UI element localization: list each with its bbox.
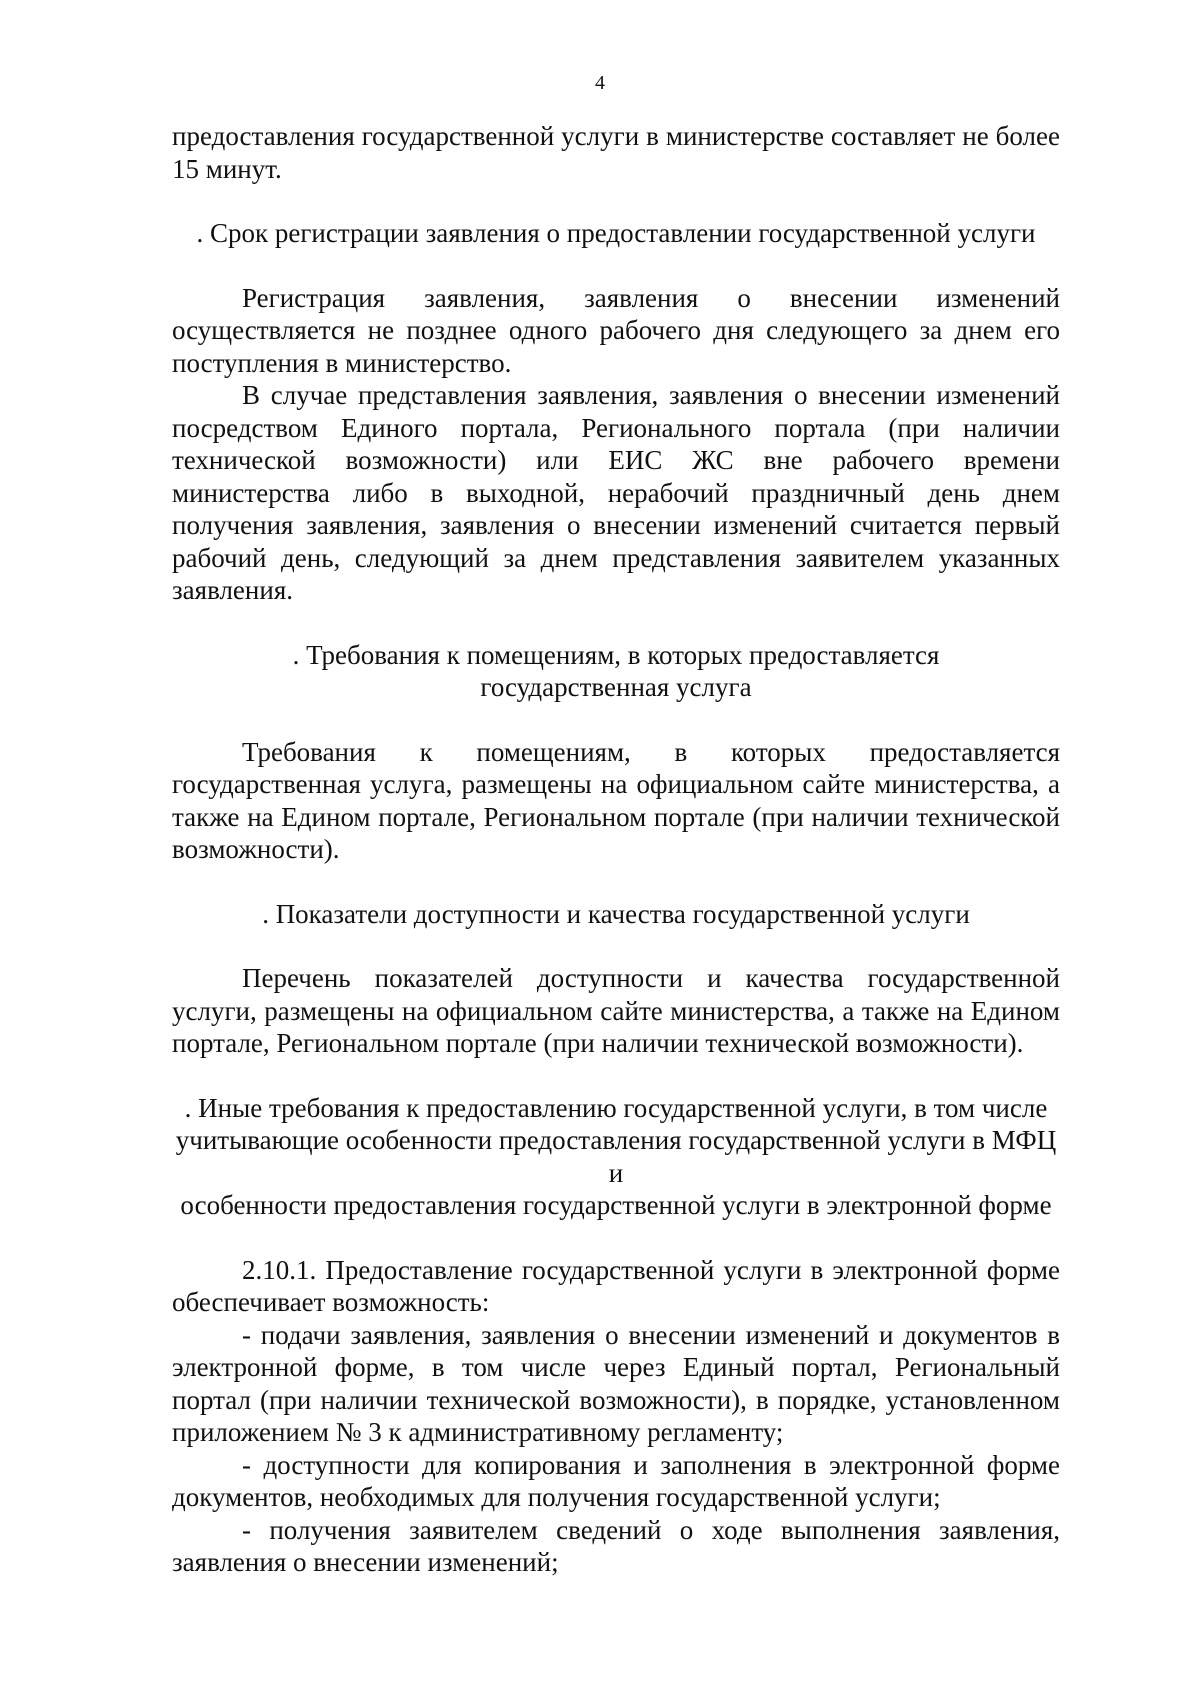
section-heading: особенности предоставления государственной услуги в электронной форме bbox=[180, 1190, 1052, 1220]
paragraph: 2.10.1. Предоставление государственной услуги в электронной форме обеспечивает возможность: bbox=[172, 1254, 1060, 1317]
list-item: - доступности для копирования и заполнения в электронной форме документов, необходимых для получения государственной услуги; bbox=[172, 1449, 1060, 1512]
list-item: - подачи заявления, заявления о внесении изменений и документов в электронной форме, в том числе через Единый портал, Региональный портал (при наличии технической возможности), в порядке, установленном приложением № 3 к административному регламенту; bbox=[172, 1319, 1060, 1447]
section-heading: учитывающие особенности предоставления государственной услуги в МФЦ и bbox=[175, 1125, 1057, 1188]
section-heading: . Срок регистрации заявления о предоставлении государственной услуги bbox=[196, 218, 1036, 248]
paragraph: предоставления государственной услуги в министерстве составляет не более 15 минут. bbox=[172, 121, 1060, 184]
paragraph: Регистрация заявления, заявления о внесении изменений осуществляется не позднее одного рабочего дня следующего за днем его поступления в министерство. bbox=[172, 282, 1060, 378]
document-body bbox=[172, 120, 1060, 1579]
paragraph: В случае представления заявления, заявления о внесении изменений посредством Единого портала, Регионального портала (при наличии технической возможности) или ЕИС ЖС вне рабочего времени министерства либо в выходной, нерабочий праздничный день днем получения заявления, заявления о внесении изменений считается первый рабочий день, следующий за днем представления заявителем указанных заявления. bbox=[172, 380, 1060, 605]
list-item: - получения заявителем сведений о ходе выполнения заявления, заявления о внесении изменений; bbox=[172, 1514, 1060, 1577]
page-number: 4 bbox=[595, 72, 605, 94]
section-heading: . Требования к помещениям, в которых предоставляется bbox=[292, 639, 940, 670]
paragraph: Требования к помещениям, в которых предоставляется государственная услуга, размещены на официальном сайте министерства, а также на Едином портале, Региональном портале (при наличии технической возможности). bbox=[172, 736, 1060, 864]
paragraph: Перечень показателей доступности и качества государственной услуги, размещены на официальном сайте министерства, а также на Едином портале, Региональном портале (при наличии технической возможности). bbox=[172, 963, 1060, 1058]
section-heading: . Иные требования к предоставлению государственной услуги, в том числе bbox=[184, 1092, 1048, 1123]
section-heading: . Показатели доступности и качества государственной услуги bbox=[262, 898, 970, 929]
section-heading: государственная услуга bbox=[480, 672, 752, 702]
